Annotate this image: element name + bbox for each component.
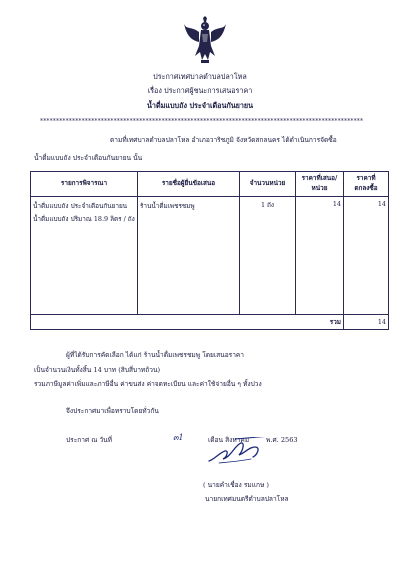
winner-line: ผู้ที่ได้รับการคัดเลือก ได้แก่ ร้านน้ำดื่มเพชรชมพู โดยเสนอราคา — [66, 351, 245, 359]
total-row — [31, 315, 389, 330]
vat-line: รวมภาษีมูลค่าเพิ่มและภาษีอื่น ค่าขนส่ง ค่าจดทะเบียน และค่าใช้จ่ายอื่น ๆ ทั้งปวง — [34, 380, 262, 388]
intro-line-2: น้ำดื่มแบบถัง ประจำเดือนกันยายน นั้น — [34, 154, 143, 162]
signature-icon — [205, 437, 285, 467]
header-award — [344, 172, 389, 197]
header-price — [296, 172, 344, 197]
header-qty: จำนวนหน่วย — [240, 172, 296, 197]
row-price: 14 — [296, 197, 344, 315]
row-bidder: ร้านน้ำดื่มเพชรชมพู — [138, 197, 240, 315]
org-title: ประกาศเทศบาลตำบลปลาโหล — [153, 72, 247, 81]
intro-line-1: ตามที่เทศบาลตำบลปลาโหล อำเภอวาริชภูมิ จังหวัดสกลนคร ได้ดำเนินการจัดซื้อ — [110, 136, 337, 144]
row-qty: 1 ถัง — [240, 197, 296, 315]
total-spacer — [31, 315, 296, 330]
announcement-subject: เรื่อง ประกาศผู้ชนะการเสนอราคา — [147, 86, 253, 95]
announce-month: เดือน สิงหาคม — [208, 436, 250, 444]
bid-table — [30, 171, 389, 330]
header-award-line-2: ตกลงซื้อ — [354, 184, 378, 192]
announce-date-label: ประกาศ ณ วันที่ — [66, 436, 113, 444]
amount-line: เป็นจำนวนเงินทั้งสิ้น 14 บาท (สิบสี่บาทถ้วน) — [34, 366, 161, 374]
signer-position: นายกเทศมนตรีตำบลปลาโหล — [205, 495, 289, 503]
header-award-line-1: ราคาที่ — [356, 174, 376, 183]
row-item — [31, 197, 138, 315]
total-value: 14 — [344, 315, 389, 330]
star-divider: ***************************************************************************************************** — [40, 118, 364, 125]
closing-notice: จึงประกาศมาเพื่อทราบโดยทั่วกัน — [66, 407, 159, 415]
announce-year: พ.ศ. 2563 — [266, 436, 298, 444]
signer-name: ( นายคำเชื่อง รมแกษ ) — [203, 481, 270, 489]
header-price-line-1: ราคาที่เสนอ/ — [301, 174, 338, 183]
item-title: น้ำดื่มแบบถัง ประจำเดือนกันยายน — [147, 101, 253, 110]
table-row — [31, 197, 389, 315]
header-bidder: รายชื่อผู้ยื่นข้อเสนอ — [138, 172, 240, 197]
announce-day: ๓1 — [173, 433, 184, 442]
row-item-line-2: น้ำดื่มแบบถัง ปริมาณ 18.9 ลิตร / ถัง — [33, 215, 135, 223]
header-item: รายการพิจารณา — [31, 172, 138, 197]
row-item-line-1: น้ำดื่มแบบถัง ประจำเดือนกันยายน — [33, 202, 128, 210]
row-award: 14 — [344, 197, 389, 315]
table-header-row — [31, 172, 389, 197]
total-label: รวม — [296, 315, 344, 330]
garuda-emblem-icon — [183, 16, 227, 64]
header-price-line-2: หน่วย — [311, 184, 328, 192]
